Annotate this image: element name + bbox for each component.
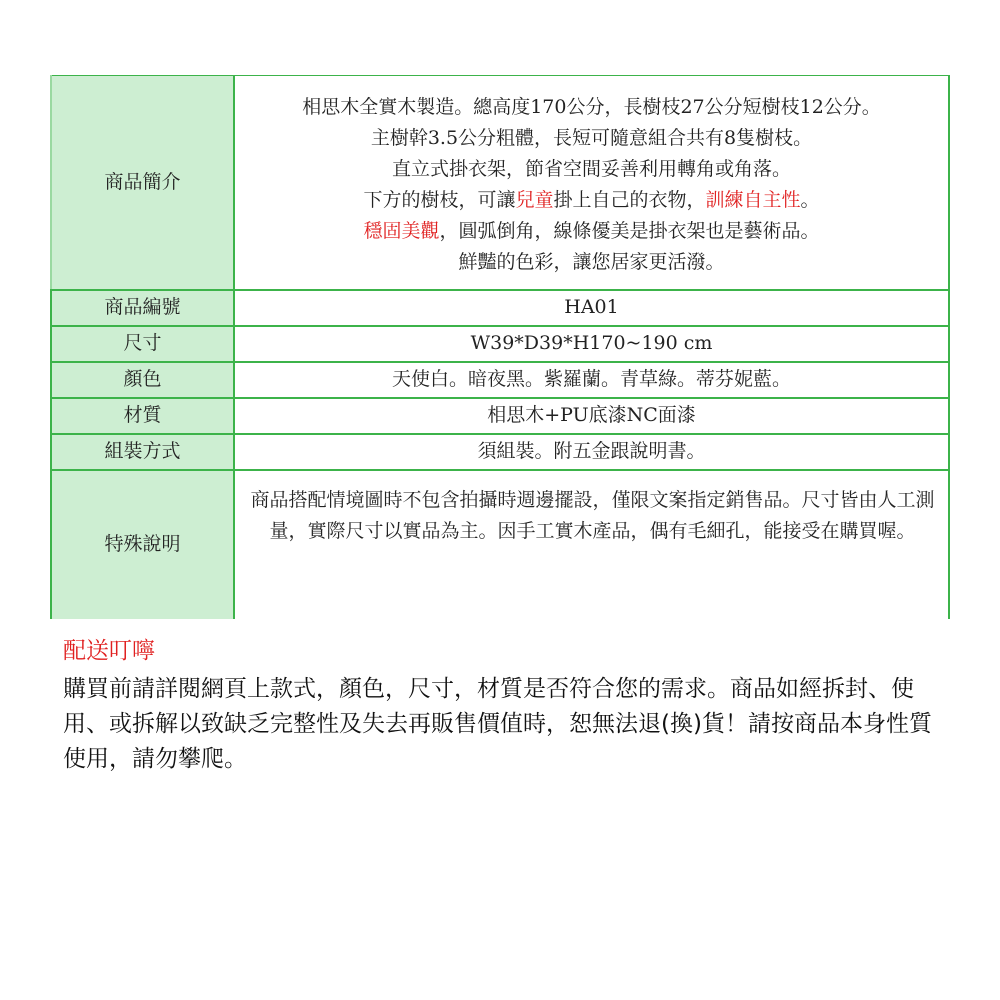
- intro-line-5-part-b: ，圓弧倒角，線條優美是掛衣架也是藝術品。: [439, 219, 820, 242]
- intro-line-1: 相思木全實木製造。總高度170公分，長樹枝27公分短樹枝12公分。: [302, 95, 881, 118]
- spec-row-color: [51, 362, 949, 398]
- highlight-children: 兒童: [515, 188, 554, 211]
- spec-row-assembly: [51, 434, 949, 470]
- spec-label-size: 尺寸: [51, 326, 234, 362]
- spec-label-code: 商品編號: [51, 290, 234, 326]
- spec-value-intro: [234, 76, 949, 291]
- note-text: 商品搭配情境圖時不包含拍攝時週邊擺設，僅限文案指定銷售品。尺寸皆由人工測量，實際尺寸以實品為主。因手工實木產品，偶有毛細孔，能接受在購買喔。: [250, 489, 935, 542]
- spec-label-note: 特殊說明: [51, 470, 234, 620]
- spec-row-intro: [51, 76, 949, 291]
- product-spec-table: [50, 75, 950, 621]
- spec-label-material: 材質: [51, 398, 234, 434]
- highlight-independence: 訓練自主性: [705, 188, 801, 211]
- intro-line-4-part-c: 掛上自己的衣物，: [553, 188, 706, 211]
- delivery-notice: [63, 636, 953, 777]
- delivery-title: 配送叮嚀: [63, 638, 155, 664]
- spec-value-code: HA01: [234, 290, 949, 326]
- intro-text-block: [235, 88, 948, 278]
- intro-line-6: 鮮豔的色彩，讓您居家更活潑。: [458, 250, 725, 273]
- spec-row-code: [51, 290, 949, 326]
- spec-value-material: 相思木+PU底漆NC面漆: [234, 398, 949, 434]
- spec-value-note: [234, 470, 949, 620]
- spec-row-material: [51, 398, 949, 434]
- intro-line-4: [235, 185, 948, 216]
- delivery-body: 購買前請詳閱網頁上款式，顏色，尺寸，材質是否符合您的需求。商品如經拆封、使用、或拆解以致缺乏完整性及失去再販售價值時，恕無法退(換)貨！請按商品本身性質使用，請勿攀爬。: [63, 676, 932, 772]
- spec-label-intro: 商品簡介: [51, 76, 234, 291]
- intro-line-2: 主樹幹3.5公分粗體，長短可隨意組合共有8隻樹枝。: [370, 126, 813, 149]
- spec-value-size: W39*D39*H170~190 cm: [234, 326, 949, 362]
- spec-row-note: [51, 470, 949, 620]
- spec-label-assembly: 組裝方式: [51, 434, 234, 470]
- spec-value-color: 天使白。暗夜黑。紫羅蘭。青草綠。蒂芬妮藍。: [234, 362, 949, 398]
- intro-line-4-part-e: 。: [800, 188, 820, 211]
- intro-line-3: 直立式掛衣架，節省空間妥善利用轉角或角落。: [391, 157, 791, 180]
- spec-value-assembly: 須組裝。附五金跟說明書。: [234, 434, 949, 470]
- intro-line-4-part-a: 下方的樹枝，可讓: [363, 188, 516, 211]
- spec-label-color: 顏色: [51, 362, 234, 398]
- highlight-sturdy: 穩固美觀: [363, 219, 440, 242]
- spec-row-size: [51, 326, 949, 362]
- intro-line-5: [235, 216, 948, 247]
